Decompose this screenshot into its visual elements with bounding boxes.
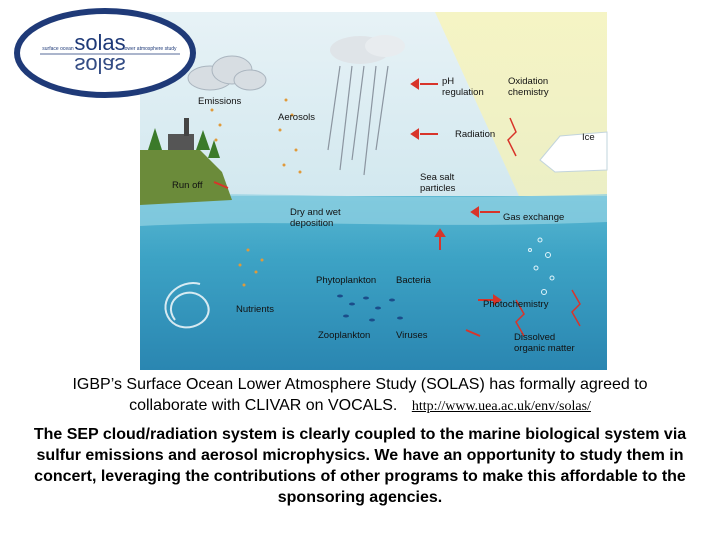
label-nutrients: Nutrients (236, 304, 275, 315)
factory (168, 134, 194, 150)
label-sea-salt-particles: Sea salt particles (420, 172, 456, 194)
label-gas-exchange: Gas exchange (503, 212, 565, 223)
label-ph-regulation: pH regulation (442, 76, 484, 98)
caption-line-2-text: collaborate with CLIVAR on VOCALS. (129, 397, 398, 414)
caption-line-2 (0, 395, 720, 417)
solas-logo (17, 11, 193, 95)
label-radiation: Radiation (455, 129, 496, 140)
label-viruses: Viruses (396, 330, 428, 341)
label-zooplankton: Zooplankton (318, 330, 371, 341)
caption-line-1: IGBP’s Surface Ocean Lower Atmosphere Study (SOLAS) has formally agreed to (72, 376, 648, 393)
logo-left-text: surface ocean (42, 46, 74, 52)
label-ice: Ice (582, 132, 595, 143)
logo-right-text: lower atmosphere study (123, 46, 177, 52)
solas-link[interactable]: http://www.uea.ac.uk/env/solas/ (411, 399, 591, 414)
logo-text-mirror: solas (74, 53, 126, 78)
factory-chimney (184, 118, 189, 136)
label-photochemistry: Photochemistry (483, 299, 549, 310)
label-run-off: Run off (172, 180, 203, 191)
label-oxidation-chemistry: Oxidation chemistry (508, 76, 549, 98)
label-bacteria: Bacteria (396, 275, 431, 286)
description-paragraph: The SEP cloud/radiation system is clearly coupled to the marine biological system via sulfur emissions and aerosol microphysics. We have an opportunity to study them in concert, leveraging the contributions of other programs to make this affordable to the sponsoring agencies. (33, 426, 687, 506)
label-emissions: Emissions (198, 96, 242, 107)
label-aerosols: Aerosols (278, 112, 315, 123)
label-dry-wet-deposition: Dry and wet deposition (290, 207, 341, 229)
label-phytoplankton: Phytoplankton (316, 275, 377, 286)
caption (0, 374, 720, 417)
logo-text: solas (74, 30, 126, 55)
label-dissolved-organic-matter: Dissolved organic matter (514, 332, 575, 354)
